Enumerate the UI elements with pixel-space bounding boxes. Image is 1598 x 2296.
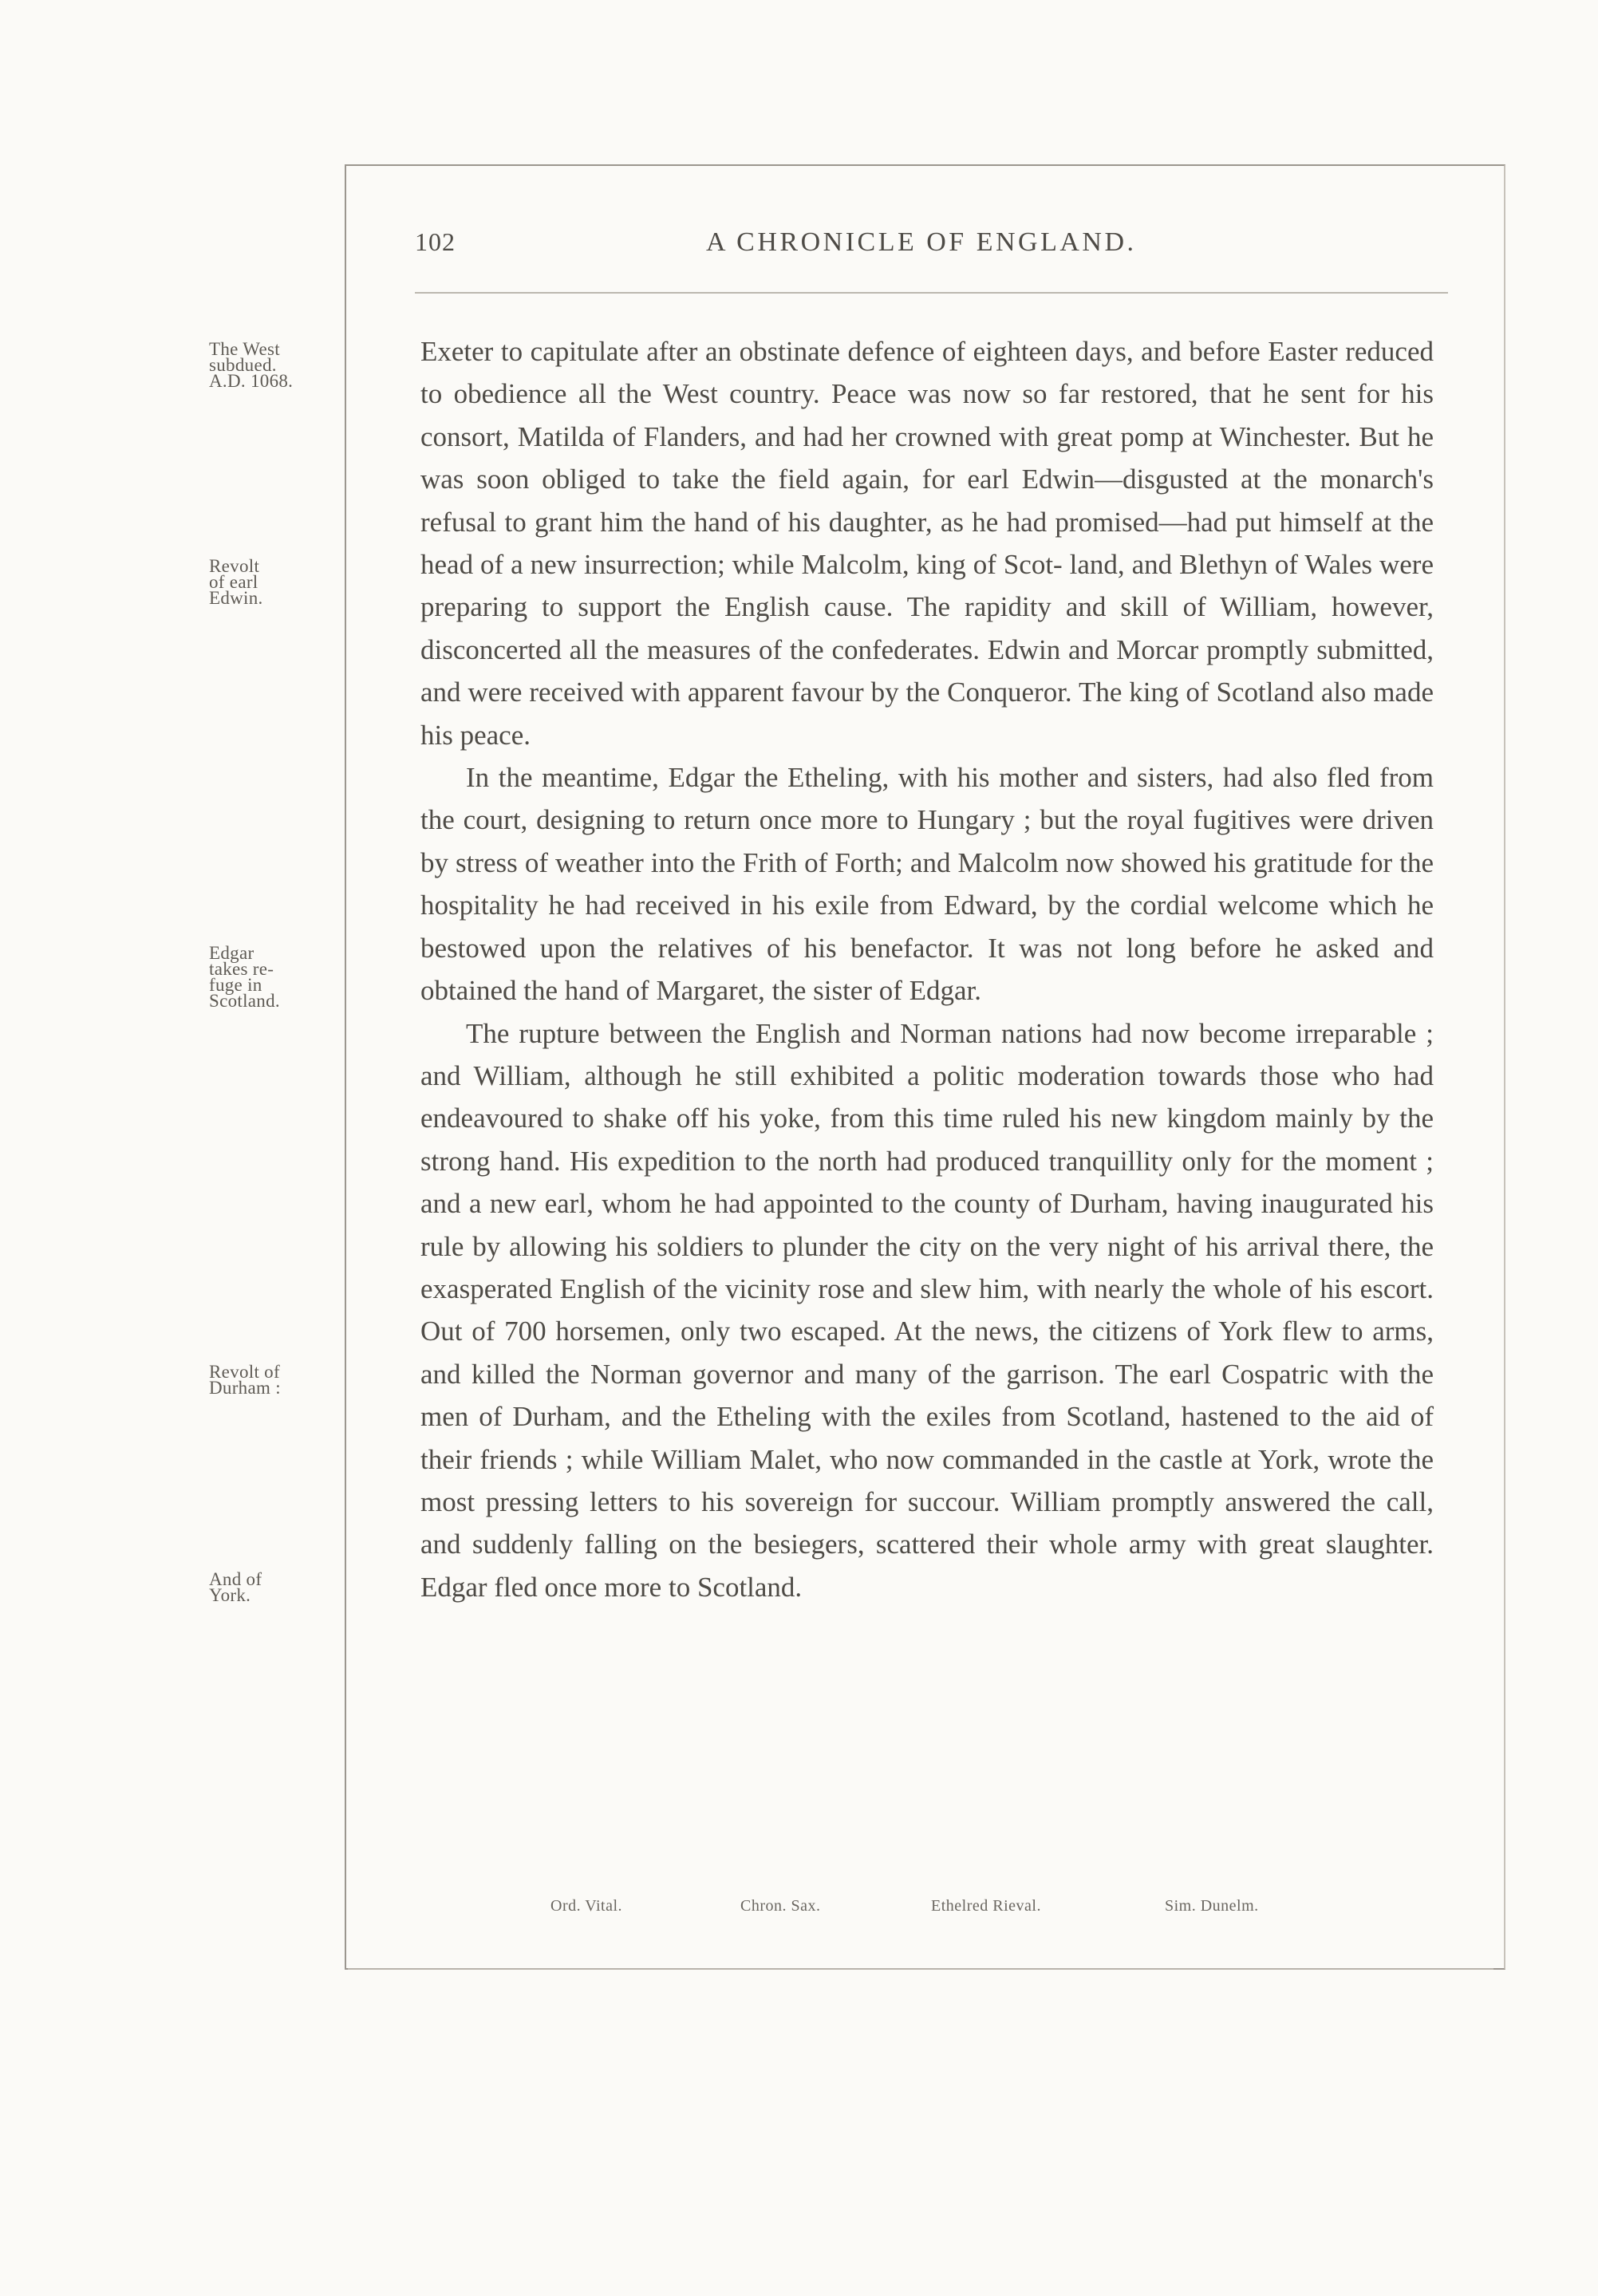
- body-text: [420, 330, 1434, 1608]
- margin-note-line: And of: [209, 1569, 262, 1589]
- margin-note-line: Scotland.: [209, 991, 280, 1011]
- margin-note-line: A.D. 1068.: [209, 371, 294, 391]
- page-number: 102: [415, 227, 456, 256]
- page-title: A CHRONICLE OF ENGLAND.: [706, 227, 1137, 257]
- margin-note-line: Edwin.: [209, 588, 263, 608]
- margin-note-line: Edgar: [209, 943, 254, 963]
- source-citations: [550, 1897, 1316, 1921]
- paragraph: The rupture between the English and Norman nations had now become irreparable ; and William, although he still exhibited a politic moderation towards those who had endeavoured to shake off his yoke, from this time ruled his new kingdom mainly by the strong hand. His expedition to the north had produced tranquillity only for the moment ; and a new earl, whom he had appointed to the county of Durham, having inaugurated his rule by allowing his soldiers to plunder the city on the very night of his arrival there, the exasperated English of the vicinity rose and slew him, with nearly the whole of his escort. Out of 700 horsemen, only two escaped. At the news, the citizens of York flew to arms, and killed the Norman governor and many of the garrison. The earl Cospatric with the men of Durham, and the Etheling with the exiles from Scotland, hastened to the aid of their friends ; while William Malet, who now commanded in the castle at York, wrote the most pressing letters to his sovereign for succour. William promptly answered the call, and suddenly falling on the besiegers, scattered their whole army with great slaughter. Edgar fled once more to Scotland.: [420, 1017, 1434, 1603]
- margin-note-line: fuge in: [209, 975, 262, 995]
- page-frame-shadow: [348, 1968, 1493, 1970]
- paragraph: In the meantime, Edgar the Etheling, with his mother and sisters, had also fled from the court, designing to return once more to Hungary ; but the royal fugitives were driven by stress of weather into the Frith of Forth; and Malcolm now showed his gratitude for the hospitality he had received in his exile from Edward, by the cordial welcome which he bestowed upon the relatives of his benefactor. It was not long before he asked and obtained the hand of Margaret, the sister of Edgar.: [420, 762, 1434, 1007]
- margin-note-line: subdued.: [209, 355, 277, 375]
- margin-note-west-subdued: [209, 341, 337, 389]
- margin-note-line: Revolt of: [209, 1362, 280, 1382]
- margin-note-york: [209, 1569, 337, 1605]
- citation: Chron. Sax.: [740, 1897, 821, 1915]
- margin-note-line: The West: [209, 339, 280, 359]
- citation: Sim. Dunelm.: [1165, 1897, 1259, 1915]
- margin-note-line: takes re-: [209, 959, 274, 979]
- citation: Ord. Vital.: [550, 1897, 623, 1915]
- margin-note-line: Durham :: [209, 1378, 281, 1398]
- margin-note-line: York.: [209, 1585, 251, 1605]
- running-head: [415, 227, 1444, 267]
- margin-note-revolt-edwin: [209, 558, 337, 606]
- margin-note-line: Revolt: [209, 556, 260, 576]
- margin-note-revolt-durham: [209, 1364, 337, 1396]
- paragraph: Exeter to capitulate after an obstinate defence of eighteen days, and before Easter reduced to obedience all the West country. Peace was now so far restored, that he sent for his consort, Matilda of Flanders, and had her crowned with great pomp at Winchester. But he was soon obliged to take the field again, for earl Edwin—disgusted at the monarch's refusal to grant him the hand of his daughter, as he had promised—had put himself at the head of a new insurrection; while Malcolm, king of Scot- land, and Blethyn of Wales were preparing to support the English cause. The rapidity and skill of William, however, disconcerted all the measures of the confederates. Edwin and Morcar promptly submitted, and were received with apparent favour by the Conqueror. The king of Scotland also made his peace.: [420, 336, 1434, 751]
- margin-note-edgar-scotland: [209, 945, 337, 1009]
- citation: Ethelred Rieval.: [931, 1897, 1041, 1915]
- header-rule: [415, 292, 1448, 294]
- margin-note-line: of earl: [209, 572, 258, 592]
